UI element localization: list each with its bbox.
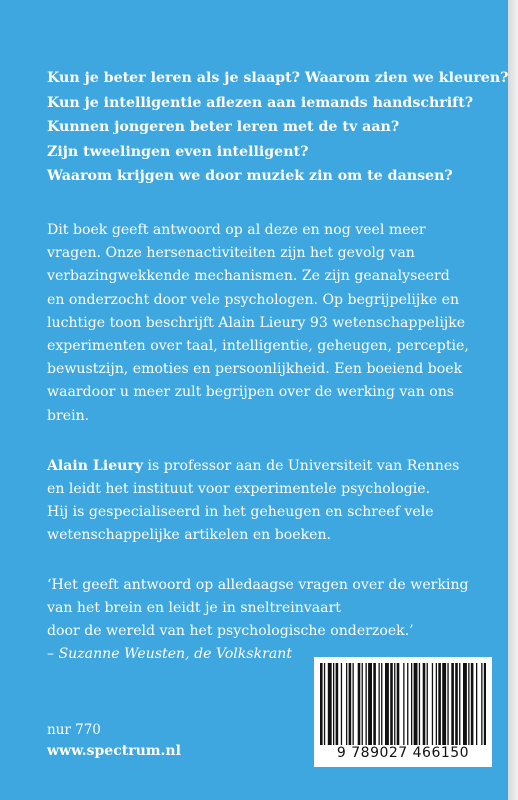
author-bio (47, 455, 477, 548)
question-3: Kunnen jongeren beter leren met de tv aan? (47, 119, 400, 136)
question-5: Waarom krijgen we door muziek zin om te dansen? (47, 168, 453, 185)
description-line: brein. (47, 407, 90, 424)
quote-line: door de wereld van het psychologische onderzoek.’ (47, 623, 414, 640)
quote-line: van het brein en leidt je in sneltreinvaart (47, 599, 341, 616)
publisher-url: www.spectrum.nl (47, 743, 181, 759)
description-line: experimenten over taal, intelligentie, geheugen, perceptie, (47, 337, 469, 354)
description-line: verbazingwekkende mechanismen. Ze zijn geanalyseerd (47, 268, 450, 285)
bio-line: en leidt het instituut voor experimentele psychologie. (47, 481, 431, 497)
description-line: luchtige toon beschrijft Alain Lieury 93 wetenschappelijke (47, 314, 466, 331)
description-line: en onderzocht door vele psychologen. Op begrijpelijke en (47, 291, 460, 308)
cover-content (47, 66, 509, 666)
question-1: Kun je beter leren als je slaapt? Waarom zien we kleuren? (47, 70, 509, 86)
barcode-digits: 9 789027 466150 (336, 745, 470, 761)
description (47, 219, 477, 428)
description-line: bewustzijn, emoties en persoonlijkheid. Een boeiend boek (47, 361, 463, 378)
isbn-barcode (314, 657, 492, 767)
barcode-icon (320, 663, 486, 745)
question-2: Kun je intelligentie aflezen aan iemands handschrift? (47, 94, 474, 111)
author-name: Alain Lieury (47, 457, 144, 474)
quote-line: ‘Het geeft antwoord op alledaagse vragen over de werking (47, 576, 469, 593)
question-4: Zijn tweelingen even intelligent? (47, 143, 309, 160)
bio-first-line-rest: is professor aan de Universiteit van Rennes (143, 457, 460, 474)
review-quote (47, 574, 477, 667)
description-line: waardoor u meer zult begrijpen over de werking van ons (47, 384, 455, 401)
description-line: Dit boek geeft antwoord op al deze en nog veel meer (47, 221, 426, 238)
bio-line: wetenschappelijke artikelen en boeken. (47, 527, 332, 544)
bio-first-line (47, 455, 477, 478)
page-edge (508, 0, 518, 800)
cover-footer (47, 720, 181, 762)
description-line: vragen. Onze hersenactiviteiten zijn het gevolg van (47, 245, 415, 262)
question-list (47, 66, 509, 189)
nur-code: nur 770 (47, 722, 101, 738)
bio-line: Hij is gespecialiseerd in het geheugen en schreef vele (47, 504, 434, 521)
quote-attribution: – Suzanne Weusten, de Volkskrant (47, 646, 293, 663)
